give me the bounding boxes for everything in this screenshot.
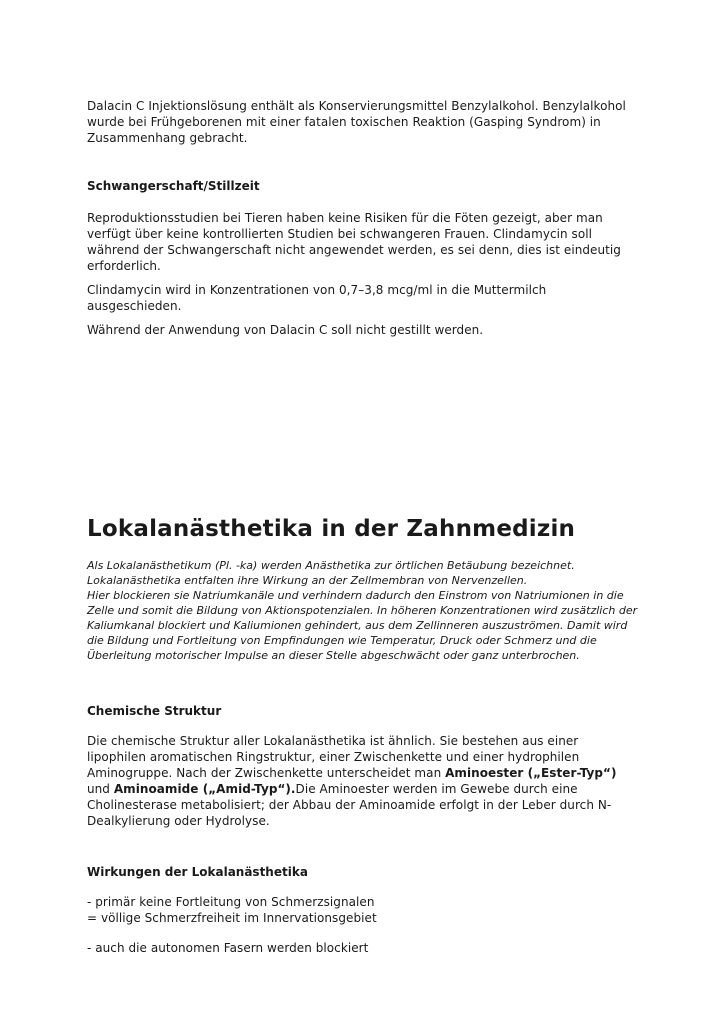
text-line: Überleitung motorischer Impulse an dieser Stelle abgeschwächt oder ganz unterbrochen.	[87, 649, 580, 662]
text-run: Die Aminoester werden im Gewebe durch eine	[295, 782, 578, 796]
text-line: Cholinesterase metabolisiert; der Abbau der Aminoamide erfolgt in der Leber durch N-	[87, 798, 612, 812]
text-line: Dealkylierung oder Hydrolyse.	[87, 814, 270, 828]
text-line: Zusammenhang gebracht.	[87, 131, 248, 145]
text-line: Kaliumkanal blockiert und Kaliumionen gehindert, aus dem Zellinneren auszuströmen. Damit wird	[87, 619, 628, 632]
text-line: erforderlich.	[87, 259, 161, 273]
text-line: lipophilen aromatischen Ringstruktur, einer Zwischenkette und einer hydrophilen	[87, 750, 580, 764]
chem-structure-paragraph	[87, 733, 647, 829]
text-line: Lokalanästhetika entfalten ihre Wirkung an der Zellmembran von Nervenzellen.	[87, 574, 528, 587]
text-line: wurde bei Frühgeborenen mit einer fatalen toxischen Reaktion (Gasping Syndrom) in	[87, 115, 601, 129]
ester-type-term: Aminoester („Ester-Typ“)	[445, 766, 617, 780]
text-line: Hier blockieren sie Natriumkanäle und verhindern dadurch den Einstrom von Natriumionen in die	[87, 589, 624, 602]
text-line: ausgeschieden.	[87, 299, 182, 313]
pregnancy-paragraph-1	[87, 210, 647, 274]
text-line: Als Lokalanästhetikum (Pl. -ka) werden Anästhetika zur örtlichen Betäubung bezeichnet.	[87, 559, 575, 572]
chem-structure-heading	[87, 703, 647, 719]
text-line: Dalacin C Injektionslösung enthält als Konservierungsmittel Benzylalkohol. Benzylalkohol	[87, 99, 626, 113]
effects-heading	[87, 864, 647, 880]
text-line: die Bildung und Fortleitung von Empfindungen wie Temperatur, Druck oder Schmerz und die	[87, 634, 597, 647]
effects-item-2	[87, 940, 647, 956]
page-title: Lokalanästhetika in der Zahnmedizin	[87, 516, 576, 542]
intro-paragraph	[87, 558, 647, 663]
text-run: und	[87, 782, 114, 796]
pregnancy-paragraph-2	[87, 282, 647, 314]
text-line: verfügt über keine kontrollierten Studien bei schwangeren Frauen. Clindamycin soll	[87, 227, 592, 241]
main-title-block	[87, 515, 647, 543]
text-line: Clindamycin wird in Konzentrationen von 0,7–3,8 mcg/ml in die Muttermilch	[87, 283, 547, 297]
amide-type-term: Aminoamide („Amid-Typ“).	[113, 782, 296, 796]
text-line: Die chemische Struktur aller Lokalanästhetika ist ähnlich. Sie bestehen aus einer	[87, 734, 579, 748]
list-item: - primär keine Fortleitung von Schmerzsignalen	[87, 895, 375, 909]
list-item: - auch die autonomen Fasern werden blockiert	[87, 941, 369, 955]
text-line: während der Schwangerschaft nicht angewendet werden, es sei denn, dies ist eindeutig	[87, 243, 621, 257]
section-heading: Chemische Struktur	[87, 704, 222, 718]
effects-item-1	[87, 894, 647, 926]
pregnancy-heading	[87, 178, 647, 194]
text-line: Reproduktionsstudien bei Tieren haben keine Risiken für die Föten gezeigt, aber man	[87, 211, 603, 225]
pregnancy-paragraph-3	[87, 322, 647, 338]
text-line	[87, 765, 647, 781]
text-run: Aminogruppe. Nach der Zwischenkette unterscheidet man	[87, 766, 446, 780]
benzylalkohol-paragraph	[87, 98, 647, 146]
section-heading: Wirkungen der Lokalanästhetika	[87, 865, 308, 879]
section-heading: Schwangerschaft/Stillzeit	[87, 179, 260, 193]
text-line: Während der Anwendung von Dalacin C soll nicht gestillt werden.	[87, 323, 484, 337]
text-line	[87, 781, 647, 797]
text-line: Zelle und somit die Bildung von Aktionspotenzialen. In höheren Konzentrationen wird zusätzlich der	[87, 604, 638, 617]
list-item: = völlige Schmerzfreiheit im Innervationsgebiet	[87, 911, 377, 925]
